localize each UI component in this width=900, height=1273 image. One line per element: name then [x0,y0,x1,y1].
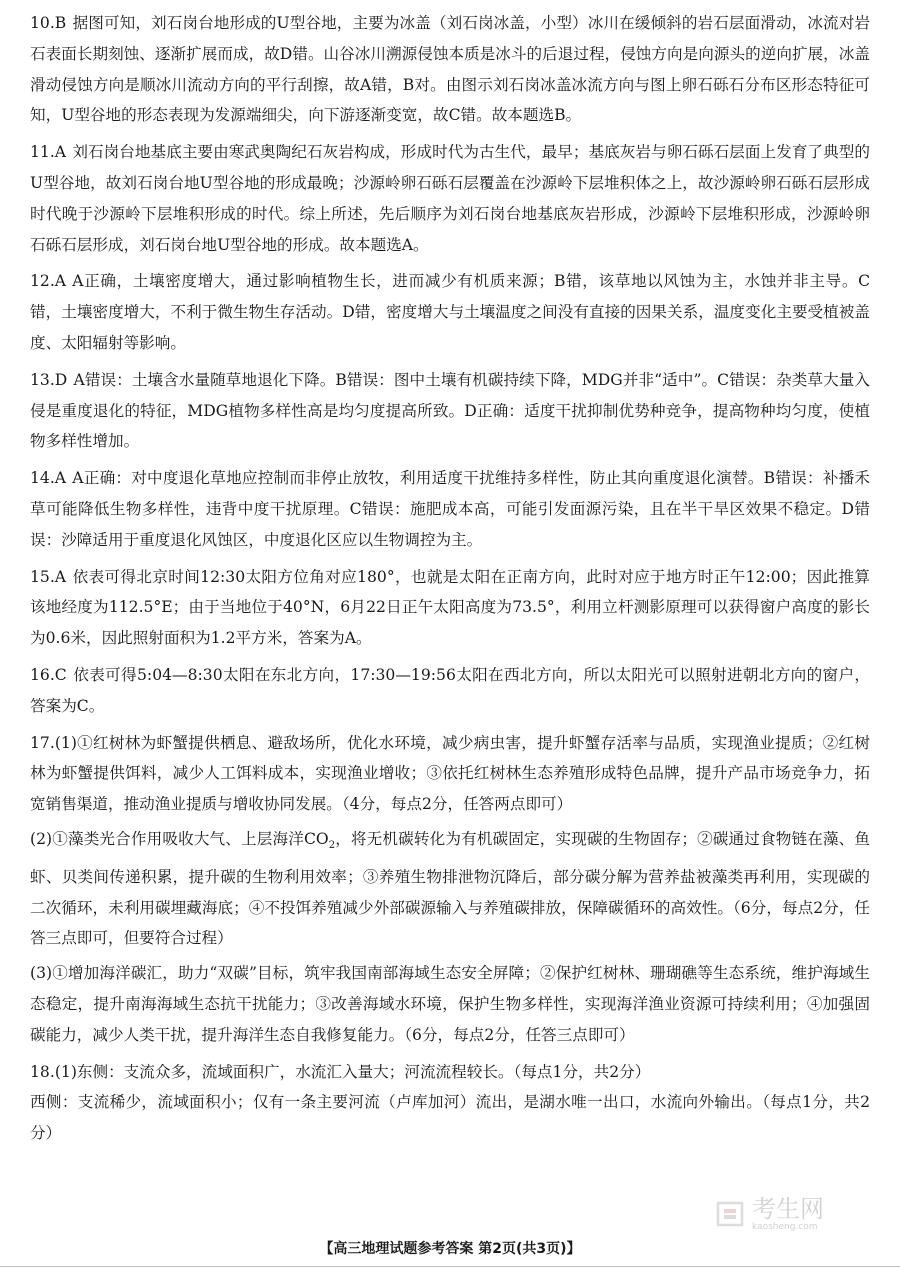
answer-number: 18. [30,1062,55,1081]
answer-number: 12.A [30,272,67,291]
answer-17-part-1 [30,728,870,820]
answer-text: 西侧：支流稀少，流域面积小；仅有一条主要河流（卢库加河）流出，是湖水唯一出口，水流向外输出。（每点1分，共2分） [30,1093,870,1143]
answer-item-10 [30,8,870,131]
subscript-2: 2 [328,840,336,852]
answer-item-14 [30,463,870,555]
answer-text: A错误：土壤含水量随草地退化下降。B错误：图中土壤有机碳持续下降，MDG并非“适中”。C错误：杂类草大量入侵是重度退化的特征，MDG植物多样性高是均匀度提高所致。D正确：适度干扰抑制优势种竞争，提高物种均匀度，使植物多样性增加。 [30,370,870,451]
answer-17-part-3 [30,958,870,1050]
answer-text: A正确：对中度退化草地应控制而非停止放牧，利用适度干扰维持多样性，防止其向重度退化演替。B错误：补播禾草可能降低生物多样性，违背中度干扰原理。C错误：施肥成本高，可能引发面源污染，且在半干旱区效果不稳定。D错误：沙障适用于重度退化风蚀区，中度退化区应以生物调控为主。 [30,469,870,549]
answer-text: 据图可知，刘石岗台地形成的U型谷地，主要为冰盖（刘石岗冰盖，小型）冰川在缓倾斜的岩石层面滑动，冰流对岩石表面长期刻蚀、逐渐扩展而成，故D错。山谷冰川溯源侵蚀本质是冰斗的后退过程，侵蚀方向是向源头的逆向扩展，冰盖滑动侵蚀方向是顺冰川流动方向的平行刮擦，故A错，B对。由图示刘石岗冰盖冰流方向与图上卵石砾石分布区形态特征可知，U型谷地的形态表现为发源端细尖，向下游逐渐变宽，故C错。故本题选B。 [30,14,870,125]
answer-text: A正确，土壤密度增大，通过影响植物生长，进而减少有机质来源；B错，该草地以风蚀为主，水蚀并非主导。C错，土壤密度增大，不利于微生物生存活动。D错，密度增大与土壤温度之间没有直接的因果关系，温度变化主要受植被盖度、太阳辐射等影响。 [30,272,870,352]
watermark-url: kaosheng.com [752,1221,818,1232]
answer-text: (2)①藻类光合作用吸收大气、上层海洋CO [30,829,329,848]
page-footer: 【高三地理试题参考答案 第2页(共3页)】 [319,1241,581,1257]
watermark-logo [716,1196,886,1232]
answer-text: 依表可得5:04—8:30太阳在东北方向，17:30—19:56太阳在西北方向，所以太阳光可以照射进朝北方向的窗户，答案为C。 [30,665,870,715]
answer-number: 10.B [30,14,67,32]
answer-number: 15.A [30,567,67,586]
answer-18-part-2 [30,1087,870,1149]
answer-17-part-2 [30,824,870,954]
watermark-brand: 考生网 [752,1194,824,1223]
answer-number: 13.D [30,370,68,389]
answer-number: 14.A [30,469,67,488]
answer-text: 刘石岗台地基底主要由寒武奥陶纪石灰岩构成，形成时代为古生代，最早；基底灰岩与卵石砾石层面上发育了典型的U型谷地，故刘石岗台地U型谷地的形成最晚；沙源岭卵石砾石层覆盖在沙源岭下层堆积体之上，故沙源岭卵石砾石层形成时代晚于沙源岭下层堆积形成的时代。综上所述，先后顺序为刘石岗台地基底灰岩形成，沙源岭下层堆积形成，沙源岭卵石砾石层形成，刘石岗台地U型谷地的形成。故本题选A。 [30,143,870,254]
answer-text: (1)东侧：支流众多，流域面积广，水流汇入量大；河流流程较长。（每点1分，共2分） [54,1062,651,1081]
answer-number: 17. [30,733,55,752]
answer-text: (3)①增加海洋碳汇，助力“双碳”目标，筑牢我国南部海域生态安全屏障；②保护红树林、珊瑚礁等生态系统，维护海域生态稳定，提升南海海域生态抗干扰能力；③改善海域水环境，保护生物多样性，实现海洋渔业资源可持续利用；④加强固碳能力，减少人类干扰，提升海洋生态自我修复能力。（6分，每点2分，任答三点即可） [30,964,870,1044]
answer-number: 16.C [30,665,67,684]
answer-text: (1)①红树林为虾蟹提供栖息、避敌场所，优化水环境，减少病虫害，提升虾蟹存活率与品质，实现渔业提质；②红树林为虾蟹提供饵料，减少人工饵料成本，实现渔业增收；③依托红树林生态养殖形成特色品牌，提升产品市场竞争力，拓宽销售渠道，推动渔业提质与增收协同发展。（4分，每点2分，任答两点即可） [30,733,870,814]
answer-item-16 [30,660,870,722]
answer-item-18 [30,1057,870,1149]
answer-text: 依表可得北京时间12:30太阳方位角对应180°，也就是太阳在正南方向，此时对应于地方时正午12:00；因此推算该地经度为112.5°E；由于当地位于40°N，6月22日正午太阳高度为73.5°，利用立杆测影原理可以获得窗户高度的影长为0.6米，因此照射面积为1.2平方米，答案为A。 [30,567,870,648]
answer-item-13 [30,365,870,457]
kaosheng-logo-icon [716,1200,744,1228]
answer-text: ，将无机碳转化为有机碳固定，实现碳的生物固存；②碳通过食物链在藻、鱼虾、贝类间传递积累，提升碳的生物利用效率；③养殖生物排泄物沉降后，部分碳分解为营养盐被藻类再利用，实现碳的二次循环，未利用碳埋藏海底；④不投饵养殖减少外部碳源输入与养殖碳排放，保障碳循环的高效性。（6分，每点2分，任答三点即可，但要符合过程） [30,829,870,948]
answer-list [30,8,870,1149]
answer-item-12 [30,266,870,358]
answer-number: 11.A [30,143,67,162]
answer-item-17 [30,728,870,1051]
answer-item-15 [30,562,870,654]
answer-item-11 [30,137,870,260]
bottom-divider [0,1266,900,1267]
answer-18-part-1 [30,1057,870,1088]
